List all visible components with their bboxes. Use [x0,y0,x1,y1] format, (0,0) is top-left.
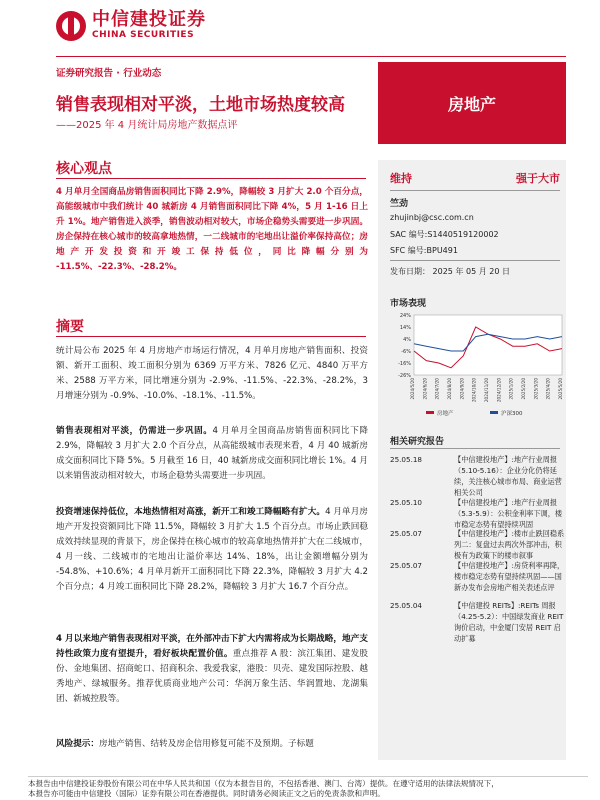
header-divider [56,56,566,57]
market-chart-title: 市场表现 [390,299,427,309]
research-report-item[interactable] [390,497,566,529]
summary-paragraph-1: 统计局公布 2025 年 4 月房地产市场运行情况，4 月单月房地产销售面积、投资额、新开工面积、竣工面积分别为 6369 万平方米、7826 亿元、4840 万平方米、2588 万平方米，同比增速分别为 -2.9%、-11.5%、-22.3%、-28.2%，3 月增速分别为 -0.9%、-10.0%、-18.1%、-11.5%。 [56,346,368,401]
disclaimer [28,779,588,799]
x-tick-label: 2025/5/20 [558,378,563,400]
industry-badge: 房地产 [378,62,566,144]
report-title[interactable]: 【中信建投地产】:地产行业周报（5.3-5.9）：公积金利率下调，楼市稳定态势有望持续巩固 [454,498,563,529]
research-report-item[interactable] [390,528,566,564]
summary-paragraph-4 [56,632,368,707]
core-text: 4 月单月全国商品房销售面积同比下降 2.9%，降幅较 3 月扩大 2.0 个百分点，高能级城市中我们统计 40 城新房 4 月销售面积同比下降 4%，5 月 1-16 日上升 1%。地产销售进入淡季，销售波动相对较大，市场企稳势头需要进一步巩固。房企保持在核心城市的较高拿地热情，一二线城市的宅地出让溢价率保持高位；房地产开发投资和开竣工保持低位，同比降幅分别为 -11.5%、-22.3%、-28.2%。 [56,187,368,272]
paragraph-3-lead: 投资增速保持低位，本地热情相对高涨，新开工和竣工降幅略有扩大。 [56,507,326,517]
risk-warning [56,737,368,752]
x-tick-label: 2024/6/20 [422,378,428,400]
disclaimer-line-1: 本报告由中信建投证券股份有限公司在中华人民共和国（仅为本报告目的，不包括香港、澳门、台湾）提供。在遵守适用的法律法规情况下， [28,779,499,788]
report-title[interactable]: 【中信建投地产】:房贷利率再降，楼市稳定态势有望持续巩固——国新办发布会房地产相关表述点评 [454,561,565,592]
x-tick-label: 2025/2/20 [521,378,526,400]
x-tick-label: 2024/11/20 [484,378,489,403]
report-subtitle: ——2025 年 4 月统计局房地产数据点评 [56,120,238,131]
research-divider [390,448,560,449]
report-title[interactable]: 【中信建投地产】:楼市止跌回稳系列二：复盘过去两次外部冲击，积极有为政策下的楼市叙事 [454,529,565,560]
chart-svg [390,311,566,421]
y-tick-label: 4% [403,337,411,343]
x-tick-label: 2024/12/20 [496,378,502,403]
paragraph-4-lead: 4 月以来地产销售表现相对平淡，在外部冲击下扩大内需将成为长期战略，地产支持性政策力度有望提升，看好板块配置价值。 [56,634,368,659]
y-tick-label: 24% [399,313,411,319]
x-tick-label: 2024/7/20 [434,378,440,400]
risk-lead: 风险提示： [56,739,99,749]
report-category: 证券研究报告 · 行业动态 [56,68,162,79]
x-tick-label: 2025/4/20 [545,378,551,400]
rating-row [390,170,566,186]
report-date: 25.05.10 [390,498,423,507]
disclaimer-line-2: 本报告亦可能由中信建投（国际）证券有限公司在香港提供。同时请务必阅读正文之后的免责条款和声明。 [28,789,385,798]
report-title[interactable]: 【中信建投地产】:地产行业周报（5.10-5.16）：企业分化仍将延续，关注核心城市布局、商业运营相关公司 [454,455,562,497]
research-report-item[interactable] [390,600,566,642]
market-performance-chart [390,311,566,421]
core-divider [56,178,366,179]
research-report-item[interactable] [390,454,566,497]
summary-heading: 摘要 [56,319,84,335]
report-title: 销售表现相对平淡，土地市场热度较高 [56,95,345,115]
summary-paragraph-3 [56,505,368,595]
legend-label: 房地产 [437,411,454,417]
analyst-sfc-id: SFC 编号:BPU491 [390,246,458,255]
summary-divider [56,336,366,337]
footer-divider [28,776,588,777]
paragraph-2-body: 4 月单月全国商品房销售面积同比下降 2.9%，降幅较 3 月扩大 2.0 个百分点，从高能级城市表现来看，4 月 40 城新房成交面积同比下降 5%。5 月截至 16 日，40 城新房成交面积同比增长 1%。4 月以来销售波动相对较大，市场企稳势头需要进一步巩固。 [56,426,368,481]
rating-label: 维持 [390,172,412,185]
rating-value: 强于大市 [516,172,560,185]
brand-name-cn: 中信建投证券 [92,9,206,30]
x-tick-label: 2024/9/20 [459,378,465,400]
legend-swatch [490,411,498,414]
core-heading: 核心观点 [56,161,112,177]
risk-body: 房地产销售、结转及房企信用修复可能不及预期。子标题 [98,739,314,749]
research-report-item[interactable] [390,560,566,602]
brand-logo [56,10,206,41]
x-tick-label: 2024/8/20 [447,378,452,400]
analyst-divider [390,260,560,261]
x-tick-label: 2025/3/20 [533,378,539,400]
publish-date: 发布日期： 2025 年 05 月 20 日 [390,267,510,276]
report-date: 25.05.07 [390,561,423,570]
report-date: 25.05.04 [390,601,423,610]
brand-name-en: CHINA SECURITIES [92,30,195,40]
x-tick-label: 2024/10/20 [471,378,477,403]
paragraph-3-body: 4 月单月房地产开发投资额同比下降 11.5%，降幅较 3 月扩大 1.5 个百分点。市场止跌回稳成效持续显现的背景下，房企保持在核心城市的较高拿地热情并扩大在二线城市，4 月一线、二线城市的宅地出让溢价率达 14%、18%，出让金额增幅分别为 -54.8%、+10.6%；4 月单月新开工面积同比下降 22.3%，降幅较 3 月扩大 4.2 个百分点；4 月竣工面积同比下降 28.2%，降幅较 3 月扩大 16.7 个百分点。 [56,507,368,592]
logo-emblem-icon [56,11,86,41]
legend-swatch [426,411,434,414]
y-tick-label: -6% [401,349,411,355]
x-tick-label: 2025/1/20 [508,378,514,400]
rating-divider [390,190,560,191]
summary-paragraph-2 [56,424,368,484]
analyst-sac-id: SAC 编号:S1440519120002 [390,230,499,239]
legend-label: 沪深300 [501,411,523,417]
report-title[interactable]: 【中信建投 REITs】:REITs 周报（4.25-5.2）：中国绿发商业 REIT 询价启动，中金厦门安居 REIT 启动扩募 [454,601,564,643]
y-tick-label: -16% [398,361,411,367]
paragraph-2-lead: 销售表现相对平淡，仍需进一步巩固。 [56,426,213,436]
analyst-name: 竺劲 [390,199,409,209]
x-tick-label: 2024/5/20 [410,378,415,400]
paragraph-4-body: 重点推荐 A 股：滨江集团、建发股份、金地集团、招商蛇口、招商积余、我爱我家，港股：贝壳、建发国际控股、越秀地产、绿城服务。推荐优质商业地产公司：华润万象生活、华润置地、龙湖集团、新城控股等。 [56,649,368,704]
report-date: 25.05.07 [390,529,423,538]
research-heading: 相关研究报告 [390,437,445,447]
y-tick-label: -26% [398,373,411,379]
analyst-email[interactable]: zhujinbj@csc.com.cn [390,213,474,222]
report-date: 25.05.18 [390,455,423,464]
y-tick-label: 14% [399,325,411,331]
